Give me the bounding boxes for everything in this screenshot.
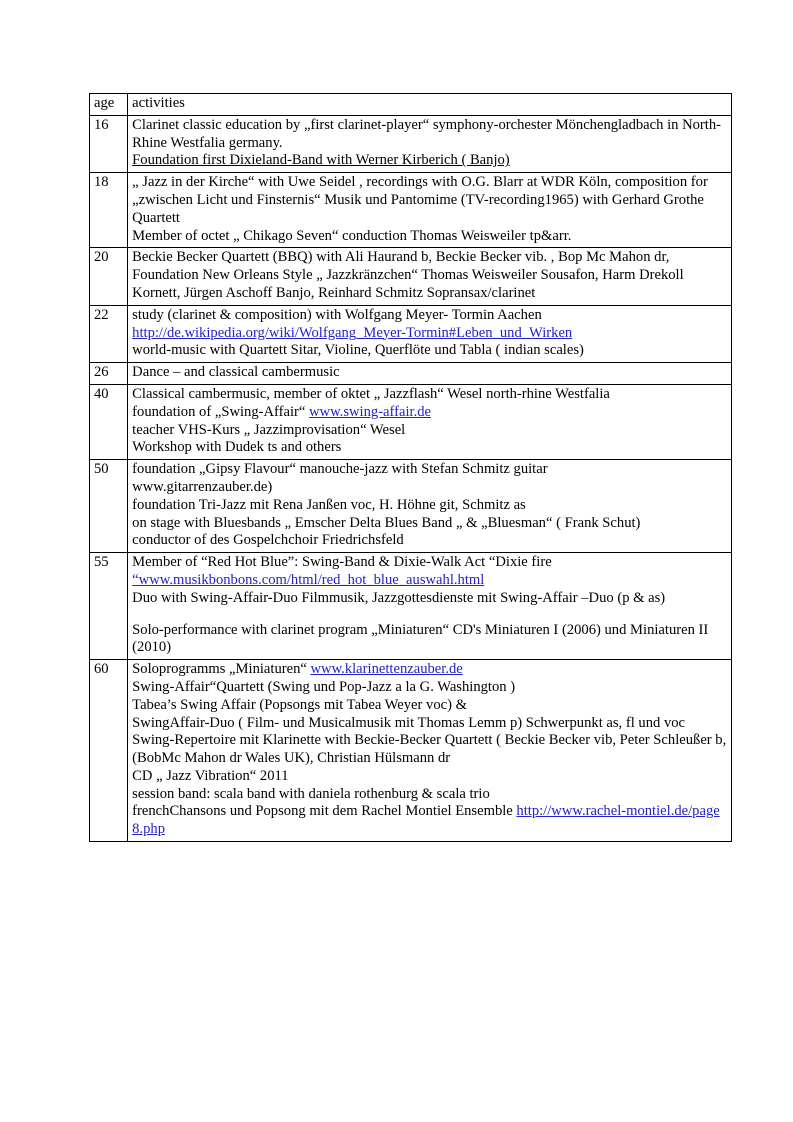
activity-line: foundation Tri-Jazz mit Rena Janßen voc, H. Höhne git, Schmitz as: [132, 496, 526, 513]
activities-cell: [128, 553, 732, 660]
activity-line: Member of octet „ Chikago Seven“ conduction Thomas Weisweiler tp&arr.: [132, 227, 572, 244]
activities-cell: [128, 363, 732, 385]
activity-line: Duo with Swing-Affair-Duo Filmmusik, Jazzgottesdienste mit Swing-Affair –Duo (p & as): [132, 589, 666, 606]
activity-line: Solo-performance with clarinet program „Miniaturen“ CD's Miniaturen I (2006) und Miniaturen II (2010): [132, 621, 709, 656]
activity-line: study (clarinet & composition) with Wolfgang Meyer- Tormin Aachen: [132, 306, 542, 323]
table-row: [90, 660, 732, 842]
activity-text: foundation of „Swing-Affair“: [132, 403, 310, 420]
table-row: [90, 248, 732, 305]
age-cell: 50: [90, 460, 128, 553]
activity-line: Beckie Becker Quartett (BBQ) with Ali Haurand b, Beckie Becker vib. , Bop Mc Mahon dr, Foundation New Orleans Style „ Jazzkränzchen“ Thomas Weisweiler Sousafon, Harm Drekoll Kornett, Jürgen Aschoff Banjo, Reinhard Schmitz Sopransax/clarinet: [132, 249, 684, 301]
activity-line: CD „ Jazz Vibration“ 2011: [132, 767, 289, 784]
activity-line: Swing-Affair“Quartett (Swing und Pop-Jazz a la G. Washington ): [132, 678, 516, 695]
wikipedia-link[interactable]: http://de.wikipedia.org/wiki/Wolfgang_Meyer-Tormin#Leben_und_Wirken: [132, 324, 573, 341]
activity-line: teacher VHS-Kurs „ Jazzimprovisation“ Wesel: [132, 421, 406, 438]
activity-line: Workshop with Dudek ts and others: [132, 439, 342, 456]
activity-text: Soloprogramms „Miniaturen“: [132, 661, 311, 678]
table-row: [90, 363, 732, 385]
column-header-age: age: [90, 94, 128, 116]
musikbonbons-link[interactable]: “www.musikbonbons.com/html/red_hot_blue_auswahl.html: [132, 571, 485, 588]
activity-line: [132, 572, 727, 590]
blank-line: [132, 608, 727, 622]
activity-line: foundation „Gipsy Flavour“ manouche-jazz with Stefan Schmitz guitar: [132, 461, 548, 478]
table-row: [90, 553, 732, 660]
activity-text: frenchChansons und Popsong mit dem Rachel Montiel Ensemble: [132, 803, 517, 820]
activity-line: „ Jazz in der Kirche“ with Uwe Seidel , recordings with O.G. Blarr at WDR Köln, composition for „zwischen Licht und Finsternis“ Musik und Pantomime (TV-recording1965) with Gerhard Grothe Quartett: [132, 174, 708, 226]
activities-cell: [128, 173, 732, 248]
klarinettenzauber-link[interactable]: www.klarinettenzauber.de: [310, 661, 463, 678]
table-row: [90, 384, 732, 459]
rachel-montiel-link[interactable]: http://www.rachel-montiel.de/page8.php: [132, 803, 720, 838]
activities-cell: [128, 384, 732, 459]
activities-cell: [128, 460, 732, 553]
activity-line: [132, 661, 727, 679]
activity-line: [132, 325, 727, 343]
table-row: [90, 305, 732, 362]
swing-affair-link[interactable]: www.swing-affair.de: [309, 403, 432, 420]
age-cell: 18: [90, 173, 128, 248]
activity-line: SwingAffair-Duo ( Film- und Musicalmusik mit Thomas Lemm p) Schwerpunkt as, fl und voc: [132, 714, 686, 731]
activities-cell: [128, 248, 732, 305]
activity-line: Foundation first Dixieland-Band with Werner Kirberich ( Banjo): [132, 152, 510, 169]
activity-line: Member of “Red Hot Blue”: Swing-Band & Dixie-Walk Act “Dixie fire: [132, 554, 552, 571]
column-header-activities: activities: [128, 94, 732, 116]
table-body: [90, 94, 732, 842]
activity-line: [132, 803, 727, 839]
age-cell: 16: [90, 115, 128, 172]
activity-line: Dance – and classical cambermusic: [132, 364, 340, 381]
age-cell: 22: [90, 305, 128, 362]
table-row: [90, 115, 732, 172]
table-header-row: [90, 94, 732, 116]
activity-line: Swing-Repertoire mit Klarinette with Beckie-Becker Quartett ( Beckie Becker vib, Peter Schleußer b, (BobMc Mahon dr Wales UK), Christian Hülsmann dr: [132, 732, 727, 767]
activities-cell: [128, 305, 732, 362]
activity-line: conductor of des Gospelchchoir Friedrichsfeld: [132, 532, 404, 549]
activity-line: www.gitarrenzauber.de): [132, 478, 273, 495]
age-cell: 26: [90, 363, 128, 385]
activity-line: Classical cambermusic, member of oktet „ Jazzflash“ Wesel north-rhine Westfalia: [132, 385, 610, 402]
activities-table: [89, 93, 732, 842]
age-cell: 20: [90, 248, 128, 305]
activities-cell: [128, 660, 732, 842]
activity-line: on stage with Bluesbands „ Emscher Delta Blues Band „ & „Bluesman“ ( Frank Schut): [132, 514, 641, 531]
activity-line: session band: scala band with daniela rothenburg & scala trio: [132, 785, 490, 802]
table-row: [90, 173, 732, 248]
activities-cell: [128, 115, 732, 172]
activity-line: [132, 404, 727, 422]
age-cell: 60: [90, 660, 128, 842]
age-cell: 55: [90, 553, 128, 660]
age-cell: 40: [90, 384, 128, 459]
activity-line: Tabea’s Swing Affair (Popsongs mit Tabea Weyer voc) &: [132, 696, 467, 713]
table-row: [90, 460, 732, 553]
activity-line: Clarinet classic education by „first clarinet-player“ symphony-orchester Mönchengladbach in North-Rhine Westfalia germany.: [132, 116, 721, 151]
activity-line: world-music with Quartett Sitar, Violine, Querflöte und Tabla ( indian scales): [132, 342, 584, 359]
